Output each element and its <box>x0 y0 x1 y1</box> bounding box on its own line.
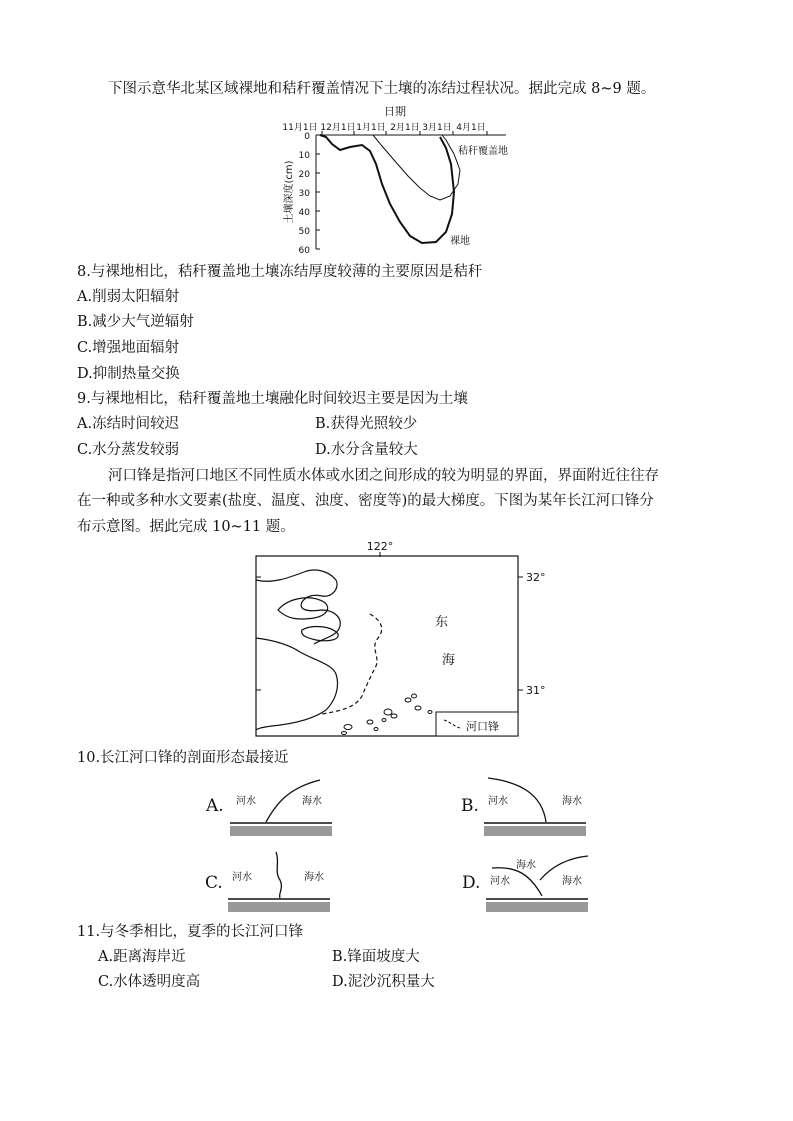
q10-option-d-diagram <box>486 850 592 916</box>
coastline-south <box>256 638 338 730</box>
q10-option-c-label: C. <box>205 873 223 893</box>
river-water-label: 河水 <box>490 876 510 887</box>
q10-stem: 10.长江河口锋的剖面形态最接近 <box>77 750 289 766</box>
y-tick-label: 30 <box>298 189 310 199</box>
q8-stem: 8.与裸地相比，秸秆覆盖地土壤冻结厚度较薄的主要原因是秸秆 <box>77 264 483 280</box>
front-profile-line <box>276 852 281 898</box>
intro-text-2-line3: 布示意图。据此完成 10~11 题。 <box>77 519 295 535</box>
straw-cover-curve <box>373 135 460 200</box>
seabed <box>486 902 588 912</box>
q9-option-a: A.冻结时间较迟 <box>77 416 180 432</box>
legend-label: 河口锋 <box>466 720 499 733</box>
q11-option-b: B.锋面坡度大 <box>332 949 420 965</box>
q11-stem: 11.与冬季相比，夏季的长江河口锋 <box>77 924 304 940</box>
x-tick-label: 2月1日 <box>390 123 420 133</box>
sea-water-label: 海水 <box>304 872 324 883</box>
y-tick-label: 40 <box>298 208 310 218</box>
intro-text-2-line1: 河口锋是指河口地区不同性质水体或水团之间形成的较为明显的界面，界面附近往往存 <box>108 468 659 484</box>
island-changxing <box>302 627 339 641</box>
seabed <box>230 826 332 836</box>
x-tick-label: 1月1日 <box>356 123 386 133</box>
q8-option-a: A.削弱太阳辐射 <box>77 289 180 305</box>
q10-option-a-diagram <box>230 774 336 840</box>
river-water-label: 河水 <box>236 796 256 807</box>
q8-option-d: D.抑制热量交换 <box>77 366 180 382</box>
river-water-label: 河水 <box>232 872 252 883</box>
x-tick-label: 3月1日 <box>422 123 452 133</box>
q11-option-c: C.水体透明度高 <box>98 974 201 990</box>
q10-option-b-diagram <box>484 774 590 840</box>
chart-title: 日期 <box>384 105 406 118</box>
q10-option-d-label: D. <box>462 873 481 893</box>
sea-water-label: 海水 <box>562 876 582 887</box>
y-tick-label: 20 <box>298 170 310 180</box>
y-tick-label: 50 <box>298 227 310 237</box>
intro-text-2-line2: 在一种或多种水文要素(盐度、温度、浊度、密度等)的最大梯度。下图为某年长江河口锋分 <box>77 493 654 509</box>
q10-option-b-label: B. <box>461 796 479 816</box>
q8-option-c: C.增强地面辐射 <box>77 340 180 356</box>
x-tick-label: 12月1日 <box>320 123 356 133</box>
y-tick-label: 0 <box>304 132 310 142</box>
sea-water-label: 海水 <box>516 860 536 871</box>
seabed <box>484 826 586 836</box>
y-axis-label: 土壤深度(cm) <box>284 160 295 224</box>
q9-option-c: C.水分蒸发较弱 <box>77 442 180 458</box>
sea-water-label: 海水 <box>302 796 322 807</box>
bare-land-label: 裸地 <box>450 236 470 247</box>
x-tick-label: 11月1日 <box>282 123 318 133</box>
sea-label: 海 <box>442 653 456 668</box>
y-tick-label: 60 <box>298 246 310 256</box>
seabed <box>228 902 330 912</box>
q9-stem: 9.与裸地相比，秸秆覆盖地土壤融化时间较迟主要是因为土壤 <box>77 391 468 407</box>
river-water-label: 河水 <box>488 796 508 807</box>
latitude-label: 32° <box>526 571 546 584</box>
x-tick-label: 4月1日 <box>456 123 486 133</box>
q11-option-d: D.泥沙沉积量大 <box>332 974 435 990</box>
estuary-front-map <box>252 540 552 740</box>
q10-option-a-label: A. <box>206 796 224 816</box>
latitude-label: 31° <box>526 684 546 697</box>
intro-text-1: 下图示意华北某区域裸地和秸秆覆盖情况下土壤的冻结过程状况。据此完成 8~9 题。 <box>108 81 656 97</box>
straw-cover-label: 秸秆覆盖地 <box>458 146 508 157</box>
q8-option-b: B.减少大气逆辐射 <box>77 314 194 330</box>
y-tick-label: 10 <box>298 151 310 161</box>
y-ticks <box>316 135 320 249</box>
q10-option-c-diagram <box>228 850 334 916</box>
small-islands <box>342 694 433 735</box>
q9-option-d: D.水分含量较大 <box>315 442 418 458</box>
sea-water-label: 海水 <box>562 796 582 807</box>
q9-option-b: B.获得光照较少 <box>315 416 418 432</box>
sea-label: 东 <box>435 615 449 630</box>
longitude-label: 122° <box>366 540 394 553</box>
soil-freeze-chart <box>270 104 530 256</box>
q11-option-a: A.距离海岸近 <box>98 949 186 965</box>
